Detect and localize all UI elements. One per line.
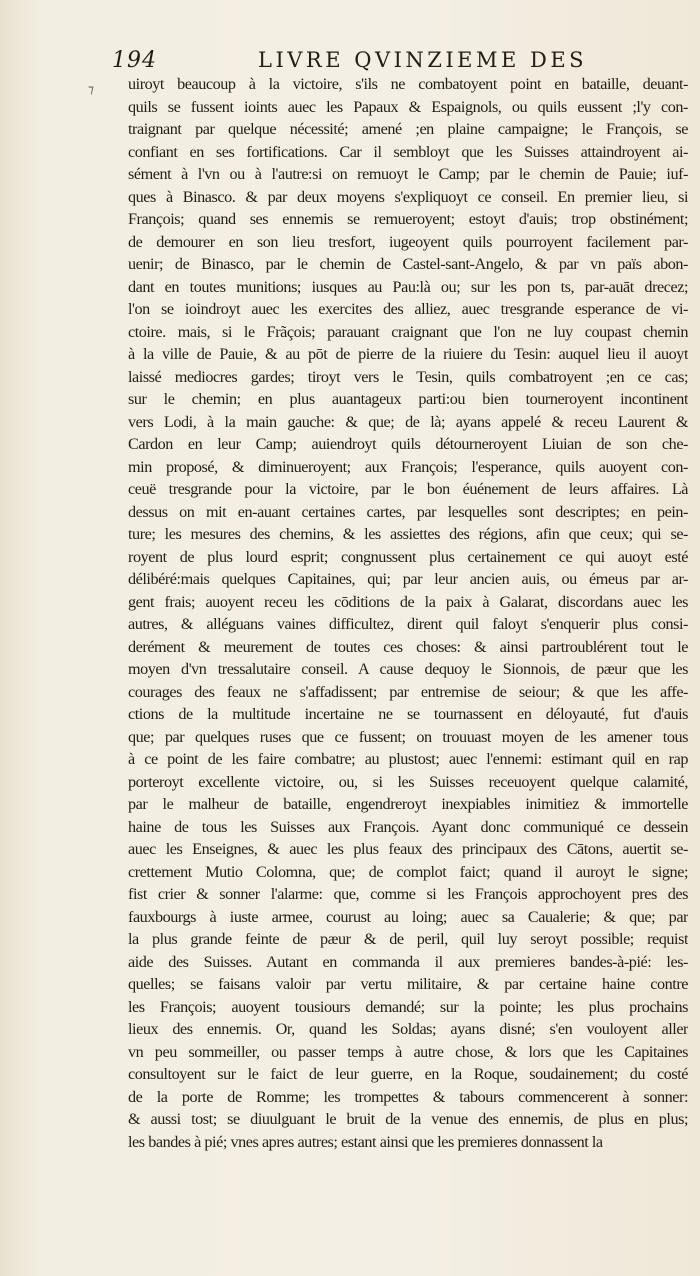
text-line: les bandes à pié; vnes apres autres; estant ainsi que les premieres donnassent la [128, 1132, 603, 1151]
text-line: ques à Binasco. & par deux moyens s'expliquoyt ce conseil. En premier lieu, si [128, 187, 688, 206]
text-line: haine de tous les Suisses aux François. Ayant donc communiqué ce dessein [128, 817, 688, 836]
text-line: consultoyent sur le faict de leur guerre, en la Roque, soudainement; du costé [128, 1065, 688, 1083]
text-line: fist crier & sonner l'alarme: que, comme si les François approchoyent pres des [128, 885, 688, 903]
text-line: derément & meurement de toutes ces choses: & ainsi partroublérent tout le [128, 637, 688, 656]
text-line: laissé mediocres gardes; tiroyt vers le Tesin, quils combatroyent ;en ce cas; [128, 367, 688, 386]
text-line: à la ville de Pauie, & au pōt de pierre de la riuiere du Tesin: auquel lieu il auoyt [128, 345, 688, 363]
text-line: l'on se ioindroyt auec les exercites des alliez, auec tresgrande esperance de vi- [128, 300, 688, 318]
page-number: 194 [112, 48, 157, 73]
text-line: François; quand ses ennemis se remueroyent; estoyt d'auis; trop obstinément; [128, 210, 688, 228]
text-line: & aussi tost; se diuulguant le bruit de la venue des ennemis, de plus en plus; [128, 1110, 688, 1128]
text-line: dessus on mit en-auant certaines cartes, par lesquelles sont descriptes; en pein- [128, 502, 688, 521]
text-line: sur le chemin; en plus auantageux parti:ou bien tourneroyent incontinent [128, 390, 688, 408]
text-line: que; par quelques ruses que ce fussent; on trouuast moyen de les amener tous [128, 727, 688, 746]
text-line: uenir; de Binasco, par le chemin de Castel-sant-Angelo, & par vn païs abon- [128, 255, 688, 273]
text-line: vn peu sommeiller, ou passer temps à autre chose, & lors que les Capitaines [128, 1042, 688, 1061]
text-line: lieux des ennemis. Or, quand les Soldas; ayans disné; s'en vouloyent aller [128, 1020, 688, 1038]
running-title: LIVRE QVINZIEME DES [258, 48, 588, 72]
text-line: à ce point de les faire combatre; au plustost; auec l'ennemi: estimant quil en rap [128, 750, 688, 768]
text-line: ceuë tresgrande pour la victoire, par le bon éuénement de leurs affaires. Là [128, 480, 688, 498]
text-line: royent de plus lourd esprit; congnussent plus certainement ce qui auoyt esté [128, 547, 688, 566]
text-line: confiant en ses fortifications. Car il sembloyt que les Suisses attaindroyent ai- [128, 142, 688, 161]
text-line: fauxbourgs à iuste armee, courust au loing; auec sa Caualerie; & que; par [128, 907, 688, 926]
text-line: crettement Mutio Colomna, que; de complot faict; quand il auroyt le signe; [128, 862, 688, 881]
margin-mark: ⁊ [88, 82, 94, 96]
text-line: délibéré:mais quelques Capitaines, qui; par leur ancien auis, ou émeus par ar- [128, 570, 688, 588]
text-line: la plus grande feinte de pæur & de peril, quil luy seroyt possible; requist [128, 930, 688, 948]
text-line: vers Lodi, à la main gauche: & que; de là; ayans appelé & receu Laurent & [128, 412, 688, 431]
text-line: les François; auoyent tousiours demandé; sur la pointe; les plus prochains [128, 997, 688, 1016]
text-line: de demourer en son lieu tresfort, iugeoyent quils pourroyent facilement par- [128, 232, 688, 251]
text-line: autres, & alléguans vaines difficultez, dirent quil faloyt s'enquerir plus consi- [128, 615, 688, 633]
text-line: courages des feaux ne s'affadissent; par entremise de seiour; & que les affe- [128, 682, 688, 701]
text-line: traignant par quelque nécessité; amené ;en plaine campaigne; le François, se [128, 120, 688, 138]
body-text [128, 73, 688, 1153]
text-line: de la porte de Romme; les trompettes & tabours commencerent à sonner: [128, 1087, 688, 1106]
text-line: quelles; se faisans valoir par vertu militaire, & par certaine haine contre [128, 975, 688, 993]
text-line: aide des Suisses. Autant en commanda il aux premieres bandes-à-pié: les- [128, 952, 688, 971]
text-line: ture; les mesures des chemins, & les assiettes des régions, afin que ceux; qui se- [128, 525, 688, 543]
text-line: dant en toutes munitions; iusques au Pau:là ou; sur les pon ts, par-auāt drecez; [128, 277, 688, 296]
text-line: par le malheur de bataille, engendreroyt inexpiables inimitiez & immortelle [128, 795, 688, 813]
text-line: gent frais; auoyent receu les cōditions de la paix à Galarat, discordans auec les [128, 592, 688, 611]
text-line: sément à l'vn ou à l'autre:si on remuoyt le Camp; par le chemin de Pauie; iuf- [128, 165, 688, 183]
running-head [100, 44, 660, 74]
text-line: Cardon en leur Camp; auiendroyt quils détourneroyent Liuian de son che- [128, 435, 688, 453]
text-line: ctoire. mais, si le Frãçois; parauant craignant que l'on ne luy coupast chemin [128, 322, 688, 341]
text-line: porteroyt excellente victoire, ou, si les Suisses receuoyent quelque calamité, [128, 772, 688, 791]
text-line: ctions de la multitude incertaine ne se tournassent en déloyauté, fut d'auis [128, 705, 688, 723]
text-line: auec les Enseignes, & auec les plus feaux des principaux des Cātons, auertit se- [128, 840, 688, 858]
text-line: moyen d'vn tressalutaire conseil. A cause dequoy le Sionnois, de pæur que les [128, 660, 688, 678]
text-line: quils se fussent ioints auec les Papaux & Espaignols, ou quils eussent ;l'y con- [128, 97, 688, 116]
text-line: min proposé, & diminueroyent; aux François; l'esperance, quils auoyent con- [128, 457, 688, 476]
text-line: uiroyt beaucoup à la victoire, s'ils ne combatoyent point en bataille, deuant- [128, 75, 688, 93]
